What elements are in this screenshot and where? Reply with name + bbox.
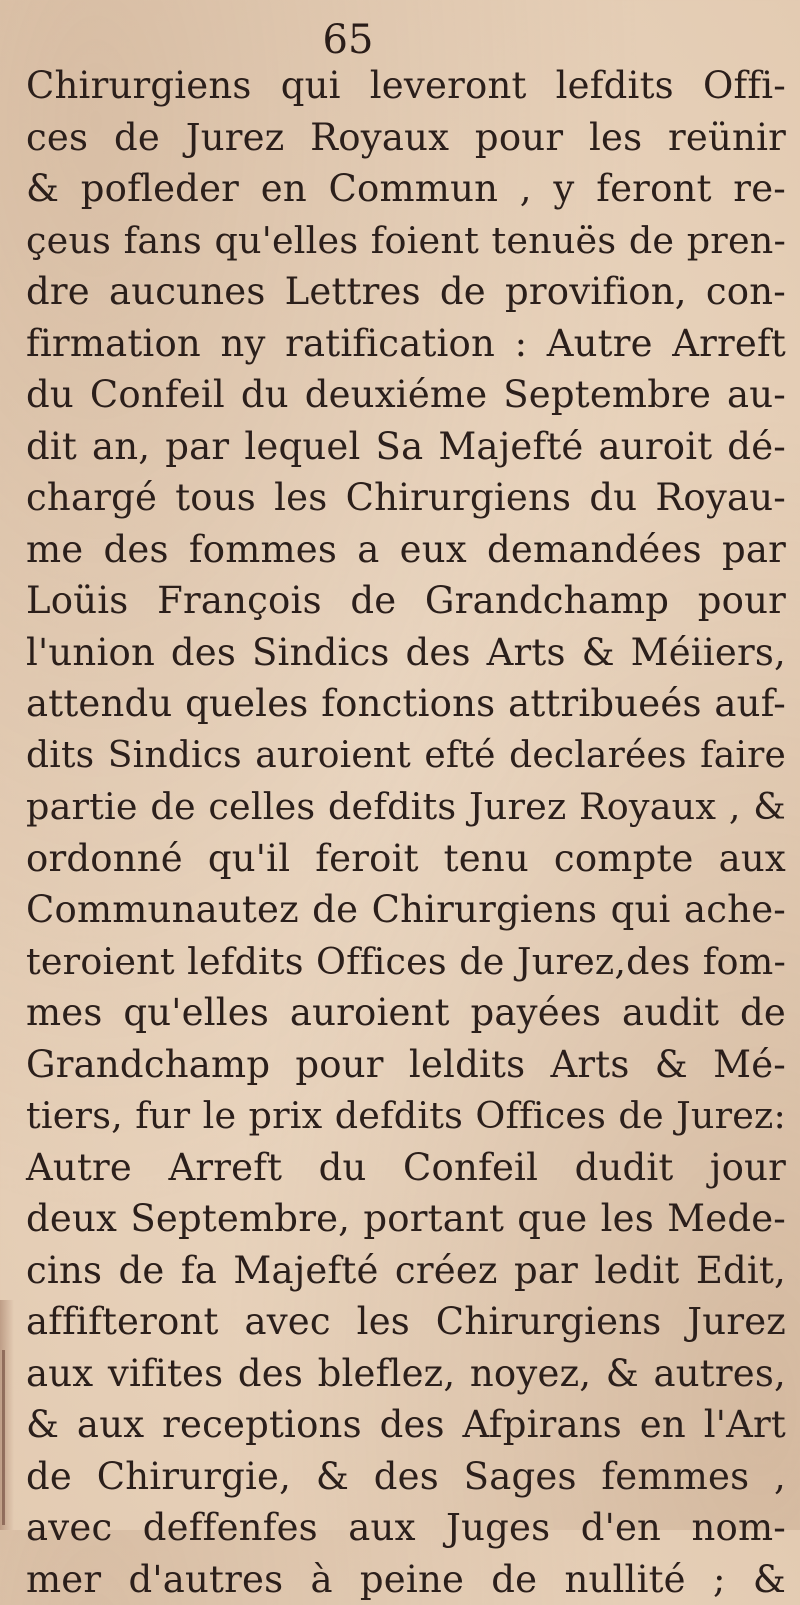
text-line: chargé tous les Chirurgiens du Royau- [26,472,786,524]
text-line: de Chirurgie, & des Sages femmes , [26,1451,786,1503]
text-line: & aux receptions des Afpirans en l'Art [26,1399,786,1451]
text-line: mes qu'elles auroient payées audit de [26,987,786,1039]
page-edge-mark [2,1350,5,1525]
text-line: Loüis François de Grandchamp pour [26,575,786,627]
body-text [26,60,786,1605]
text-line: Grandchamp pour leldits Arts & Mé- [26,1039,786,1091]
text-line: mer d'autres à peine de nullité ; & [26,1554,786,1605]
text-line: Communautez de Chirurgiens qui ache- [26,884,786,936]
text-line: teroient lefdits Offices de Jurez,des fom- [26,936,786,988]
text-line: dits Sindics auroient efté declarées faire [26,730,786,782]
text-line: dre aucunes Lettres de provifion, con- [26,266,786,318]
text-line: avec deffenfes aux Juges d'en nom- [26,1502,786,1554]
text-line: Autre Arreft du Confeil dudit jour [26,1142,786,1194]
text-line: me des fommes a eux demandées par [26,524,786,576]
text-line: dit an, par lequel Sa Majefté auroit dé- [26,421,786,473]
text-line: cins de fa Majefté créez par ledit Edit, [26,1245,786,1297]
text-line: Chirurgiens qui leveront lefdits Offi- [26,60,786,112]
text-line: çeus fans qu'elles foient tenuës de pren- [26,215,786,267]
text-line: l'union des Sindics des Arts & Méiiers, [26,627,786,679]
text-line: deux Septembre, portant que les Mede- [26,1193,786,1245]
text-line: firmation ny ratification : Autre Arreft [26,318,786,370]
text-line: & pofleder en Commun , y feront re- [26,163,786,215]
text-line: du Confeil du deuxiéme Septembre au- [26,369,786,421]
text-line: affifteront avec les Chirurgiens Jurez [26,1296,786,1348]
text-line: aux vifites des bleflez, noyez, & autres, [26,1348,786,1400]
text-line: ces de Jurez Royaux pour les reünir [26,112,786,164]
page-number: 65 [318,20,378,60]
text-line: ordonné qu'il feroit tenu compte aux [26,833,786,885]
text-line: partie de celles defdits Jurez Royaux , & [26,781,786,833]
text-line: tiers, fur le prix defdits Offices de Jurez: [26,1090,786,1142]
text-line: attendu queles fonctions attribueés auf- [26,678,786,730]
